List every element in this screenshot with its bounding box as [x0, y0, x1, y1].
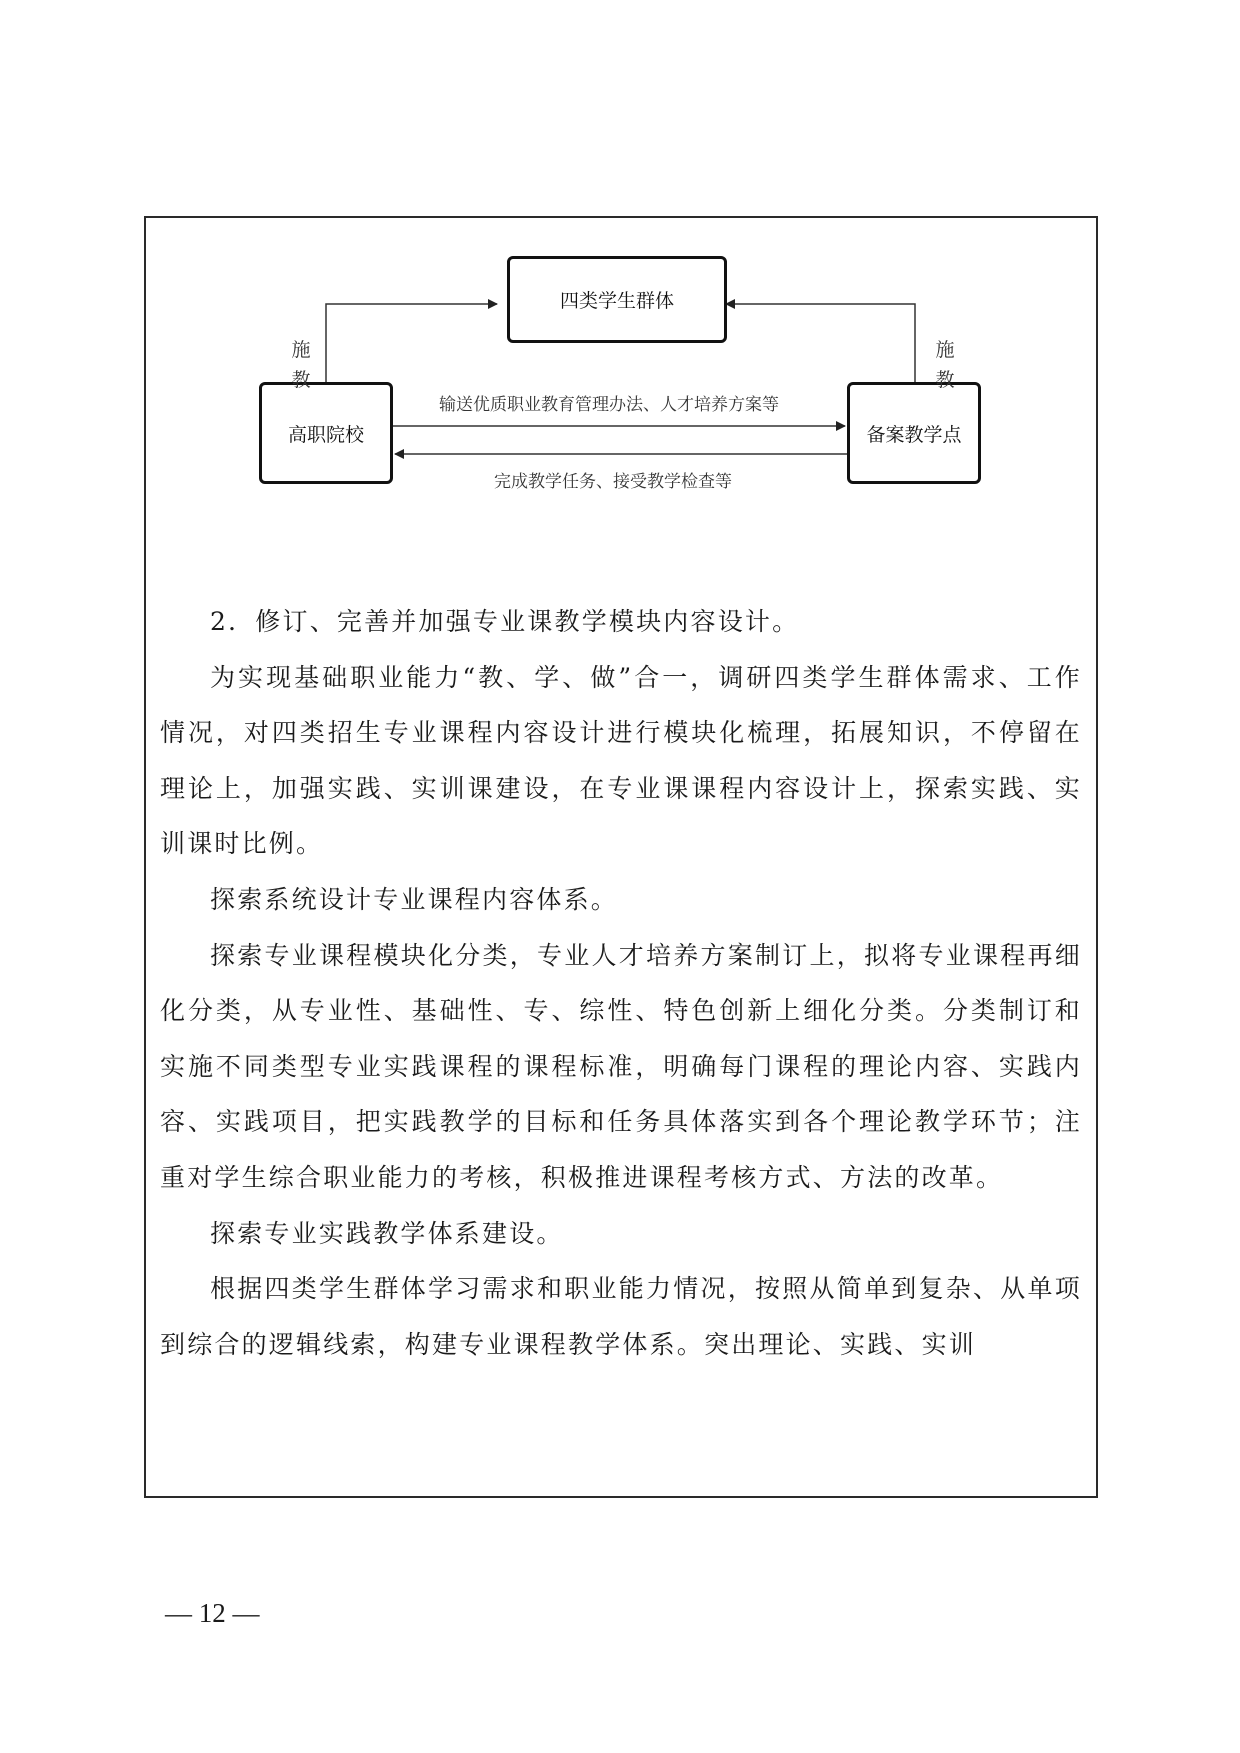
- paragraph: 探索专业实践教学体系建设。: [210, 1218, 564, 1248]
- paragraph: 为实现基础职业能力“教、学、做”合一，调研四类学生群体需求、工作情况，对四类招生专业课程内容设计进行模块化梳理，拓展知识，不停留在理论上，加强实践、实训课建设，在专业课课程内容设计上，探索实践、实训课时比例。: [160, 662, 1082, 859]
- page-number: — 12 —: [165, 1598, 260, 1628]
- student-group-box: 四类学生群体: [507, 256, 727, 343]
- college-box: 高职院校: [259, 382, 393, 484]
- paragraph: 探索专业课程模块化分类，专业人才培养方案制订上，拟将专业课程再细化分类，从专业性、基础性、专、综性、特色创新上细化分类。分类制订和实施不同类型专业实践课程的课程标准，明确每门课程的理论内容、实践内容、实践项目，把实践教学的目标和任务具体落实到各个理论教学环节；注重对学生综合职业能力的考核，积极推进课程考核方式、方法的改革。: [160, 940, 1082, 1192]
- paragraph-heading: 2．修订、完善并加强专业课教学模块内容设计。: [210, 607, 800, 636]
- flow-diagram: [146, 218, 1100, 538]
- left-teach-arrow: [326, 304, 497, 382]
- left-teach-label: 施 教: [291, 339, 311, 391]
- right-teach-arrow: [726, 304, 915, 382]
- right-teach-label: 施 教: [935, 339, 955, 391]
- body-text: [160, 594, 1082, 1372]
- backward-edge-label: 完成教学任务、接受教学检查等: [494, 472, 732, 492]
- content-frame: [144, 216, 1098, 1498]
- paragraph: 根据四类学生群体学习需求和职业能力情况，按照从简单到复杂、从单项到综合的逻辑线索，构建专业课程教学体系。突出理论、实践、实训: [160, 1274, 1082, 1359]
- teaching-site-box: 备案教学点: [847, 382, 981, 484]
- paragraph: 探索系统设计专业课程内容体系。: [210, 884, 619, 914]
- forward-edge-label: 输送优质职业教育管理办法、人才培养方案等: [439, 395, 779, 415]
